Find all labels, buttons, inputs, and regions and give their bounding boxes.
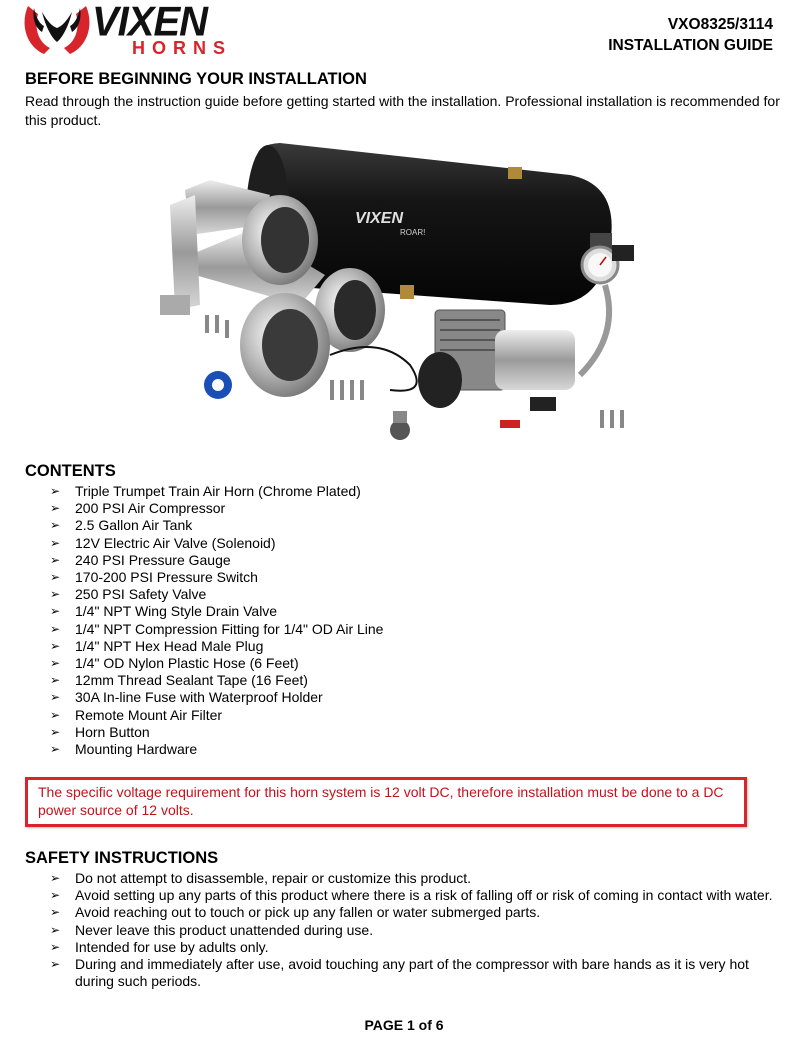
before-heading: BEFORE BEGINNING YOUR INSTALLATION bbox=[25, 70, 367, 88]
list-item: ➢ 1/4" NPT Compression Fitting for 1/4" OD Air Line bbox=[50, 621, 383, 638]
logo-wordmark: VIXEN bbox=[92, 0, 208, 46]
list-item: ➢ 1/4" NPT Wing Style Drain Valve bbox=[50, 603, 383, 620]
vixen-horns-logo bbox=[22, 2, 242, 58]
list-item: ➢ Intended for use by adults only. bbox=[50, 939, 785, 956]
list-item: ➢ 200 PSI Air Compressor bbox=[50, 500, 383, 517]
tank-tagline: ROAR! bbox=[400, 228, 426, 237]
contents-heading: CONTENTS bbox=[25, 462, 116, 480]
safety-heading: SAFETY INSTRUCTIONS bbox=[25, 849, 219, 867]
product-code: VXO8325/3114 bbox=[667, 16, 773, 33]
list-item: ➢ 250 PSI Safety Valve bbox=[50, 586, 383, 603]
list-item: ➢ Triple Trumpet Train Air Horn (Chrome Plated) bbox=[50, 483, 383, 500]
list-item: ➢ 2.5 Gallon Air Tank bbox=[50, 517, 383, 534]
list-item: ➢ Do not attempt to disassemble, repair or customize this product. bbox=[50, 870, 785, 887]
page-number: PAGE 1 of 6 bbox=[364, 1017, 444, 1033]
list-item: ➢ Never leave this product unattended during use. bbox=[50, 922, 785, 939]
list-item: ➢ During and immediately after use, avoid touching any part of the compressor with bare hands as it is very hot during such periods. bbox=[50, 956, 785, 990]
before-text: Read through the instruction guide before getting started with the installation. Professional installation is recommended for this product. bbox=[25, 93, 780, 128]
list-item: ➢ 170-200 PSI Pressure Switch bbox=[50, 569, 383, 586]
air-compressor bbox=[418, 285, 609, 408]
list-item: ➢ 1/4" OD Nylon Plastic Hose (6 Feet) bbox=[50, 655, 383, 672]
list-item: ➢ 12V Electric Air Valve (Solenoid) bbox=[50, 535, 383, 552]
list-item: ➢ Avoid reaching out to touch or pick up any fallen or water submerged parts. bbox=[50, 904, 785, 921]
tank-logo: VIXEN bbox=[355, 210, 404, 227]
logo-subtitle: HORNS bbox=[132, 38, 233, 58]
document-header bbox=[608, 14, 773, 56]
list-item: ➢ 1/4" NPT Hex Head Male Plug bbox=[50, 638, 383, 655]
document-title: INSTALLATION GUIDE bbox=[608, 37, 773, 54]
list-item: ➢ Horn Button bbox=[50, 724, 383, 741]
list-item: ➢ 12mm Thread Sealant Tape (16 Feet) bbox=[50, 672, 383, 689]
list-item: ➢ Remote Mount Air Filter bbox=[50, 707, 383, 724]
safety-list bbox=[50, 870, 785, 990]
product-kit-image bbox=[150, 135, 650, 450]
list-item: ➢ 240 PSI Pressure Gauge bbox=[50, 552, 383, 569]
contents-list bbox=[50, 483, 383, 758]
list-item: ➢ 30A In-line Fuse with Waterproof Holder bbox=[50, 689, 383, 706]
list-item: ➢ Mounting Hardware bbox=[50, 741, 383, 758]
list-item: ➢ Avoid setting up any parts of this product where there is a risk of falling off or risk of coming in contact with water. bbox=[50, 887, 785, 904]
horns-emblem-icon bbox=[22, 2, 92, 58]
voltage-warning-box: The specific voltage requirement for this horn system is 12 volt DC, therefore installation must be done to a DC power source of 12 volts. bbox=[25, 777, 747, 827]
